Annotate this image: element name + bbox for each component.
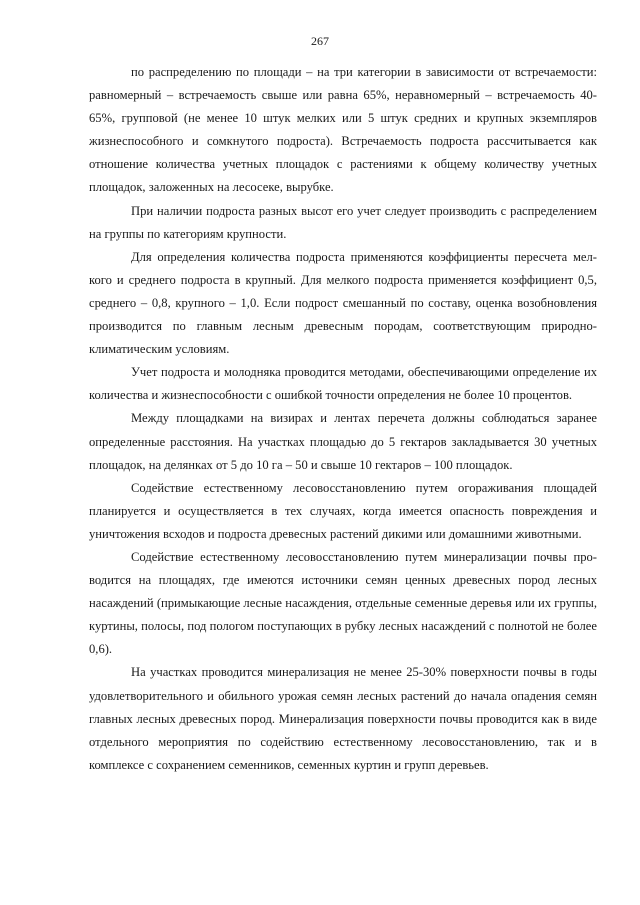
paragraph-5: Между площадками на визирах и лентах перечета должны соблюдаться заранее определенные расстояния. На участках площадью до 5 гектаров закладывается 30 учетных площадок, на делянках от 5 до 10 га – 50 и свыше 10 гектаров – 100 площадок. (89, 411, 597, 472)
paragraph-6: Содействие естественному лесовосстановлению путем огораживания площадей планируется и осуществляется в тех случаях, когда имеется опасность повреждения и уничтожения всходов и подроста древесных растений дикими или домашними животными. (89, 480, 597, 541)
paragraph-4: Учет подроста и молодняка проводится методами, обеспечивающими определение их количества и жизнеспособности с ошибкой точности определения не более 10 процентов. (89, 365, 597, 403)
paragraph-7: Содействие естественному лесовосстановлению путем минерализации почвы проводится на площадях, где имеются источники семян ценных древесных пород лесных насаждений (примыкающие лесные насаждения, отдельные семенные деревья или их группы, куртины, полосы, под пологом поступающих в рубку лесных насаждений с полнотой не более 0,6). (89, 549, 597, 657)
page-number: 267 (311, 34, 329, 48)
paragraph-1: по распределению по площади – на три категории в зависимости от встречаемости: равномерный – встречаемость свыше или равна 65%, неравномерный – встречаемость 40-65%, групповой (не менее 10 штук мелких или 5 штук средних и крупных экземпляров жизнеспособного и сомкнутого подроста). Встречаемость подроста рассчитывается как отношение количества учетных площадок с растениями к общему количеству учетных площадок, заложенных на лесосеке, вырубке. (89, 65, 597, 195)
document-body (89, 61, 597, 777)
paragraph-8: На участках проводится минерализация не менее 25-30% поверхности почвы в годы удовлетворительного и обильного урожая семян лесных растений до начала опадения семян главных лесных древесных пород. Минерализация поверхности почвы проводится как в виде отдельного мероприятия по содействию естественному лесовосстановлению, так и в комплексе с сохранением семенников, семенных куртин и групп деревьев. (89, 665, 597, 772)
paragraph-2: При наличии подроста разных высот его учет следует производить с распределением на группы по категориям крупности. (89, 203, 597, 241)
paragraph-3: Для определения количества подроста применяются коэффициенты пересчета мелкого и среднего подроста в крупный. Для мелкого подроста применяется коэффициент 0,5, среднего – 0,8, крупного – 1,0. Если подрост смешанный по составу, оценка возобновления производится по главным лесным древесным породам, соответствующим природно-климатическим условиям. (89, 249, 597, 357)
